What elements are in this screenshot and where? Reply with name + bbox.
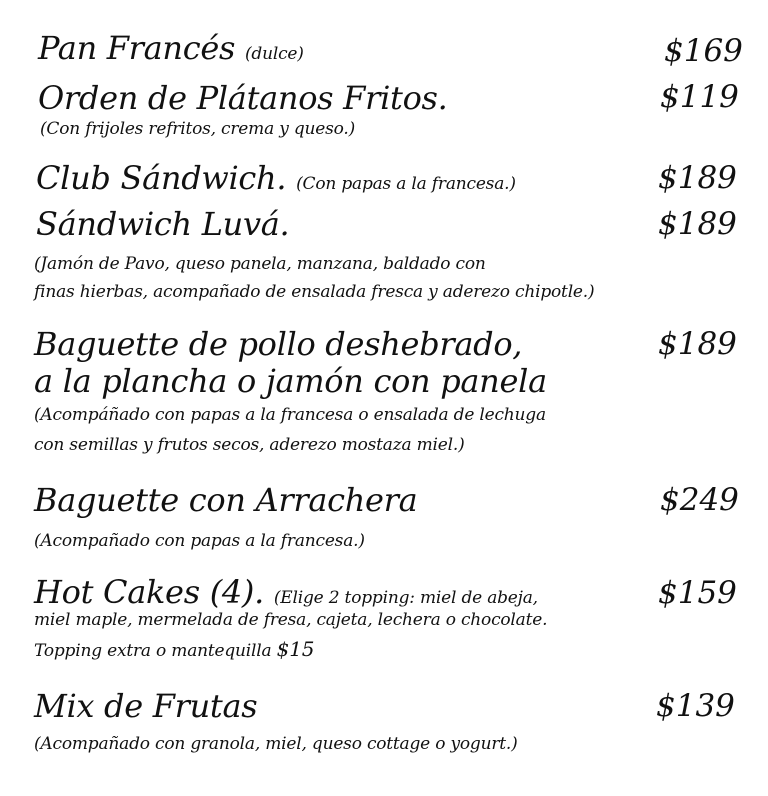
item-description: (Acompañado con papas a la francesa.) [34, 531, 365, 551]
item-name-line: a la plancha o jamón con panela [34, 362, 547, 400]
item-price: $139 [656, 688, 735, 724]
item-price: $249 [660, 482, 739, 518]
item-name: Club Sándwich. (Con papas a la francesa.) [36, 159, 516, 197]
item-price: $159 [658, 575, 737, 611]
extra-price: $15 [276, 637, 315, 661]
item-price: $189 [658, 206, 737, 242]
item-name: Orden de Plátanos Fritos. [38, 79, 448, 117]
item-description-line: (Acompáñado con papas a la francesa o ensalada de lechuga [34, 405, 546, 425]
item-description-line: finas hierbas, acompañado de ensalada fresca y aderezo chipotle.) [34, 282, 595, 302]
item-name: Baguette con Arrachera [34, 481, 418, 519]
item-description: (Con frijoles refritos, crema y queso.) [40, 119, 356, 139]
item-description-line: Topping extra o mantequilla $15 [34, 637, 315, 661]
item-note: (Con papas a la francesa.) [296, 174, 516, 194]
item-price: $119 [660, 79, 739, 115]
item-price: $189 [658, 160, 737, 196]
item-name: Hot Cakes (4). (Elige 2 topping: miel de abeja, [34, 573, 538, 611]
item-name-line: Baguette de pollo deshebrado, [34, 325, 523, 363]
item-price: $169 [664, 33, 743, 69]
item-note: (Elige 2 topping: miel de abeja, [273, 588, 538, 608]
item-name: Sándwich Luvá. [36, 205, 290, 243]
item-price: $189 [658, 326, 737, 362]
item-name: Mix de Frutas [34, 687, 258, 725]
item-description-line: (Jamón de Pavo, queso panela, manzana, baldado con [34, 254, 486, 274]
item-name: Pan Francés (dulce) [38, 29, 304, 67]
item-description-line: miel maple, mermelada de fresa, cajeta, lechera o chocolate. [34, 610, 548, 630]
item-description-line: con semillas y frutos secos, aderezo mostaza miel.) [34, 435, 465, 455]
item-description: (Acompañado con granola, miel, queso cottage o yogurt.) [34, 734, 518, 754]
item-note: (dulce) [245, 44, 304, 64]
